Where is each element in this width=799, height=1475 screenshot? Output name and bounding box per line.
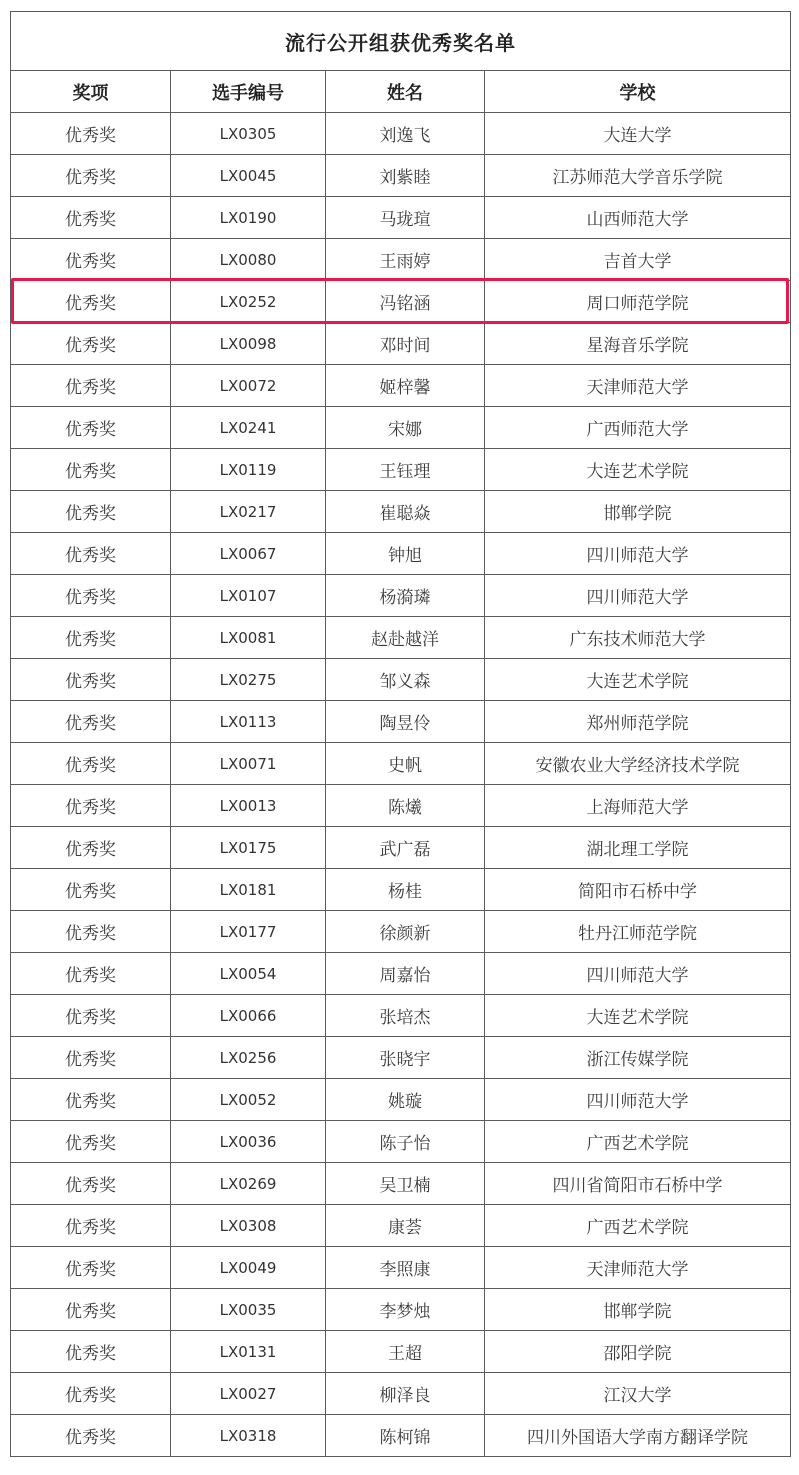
table-row [11, 1205, 791, 1247]
code-cell: LX0175 [171, 827, 326, 869]
award-list-table [10, 11, 791, 1457]
table-row [11, 575, 791, 617]
name-cell: 冯铭涵 [326, 281, 485, 323]
award-cell: 优秀奖 [11, 869, 171, 911]
award-cell: 优秀奖 [11, 995, 171, 1037]
award-cell: 优秀奖 [11, 323, 171, 365]
award-cell: 优秀奖 [11, 1163, 171, 1205]
code-cell: LX0252 [171, 281, 326, 323]
code-cell: LX0052 [171, 1079, 326, 1121]
school-cell: 山西师范大学 [485, 197, 791, 239]
school-cell: 邯郸学院 [485, 1289, 791, 1331]
code-cell: LX0305 [171, 113, 326, 155]
award-cell: 优秀奖 [11, 911, 171, 953]
award-cell: 优秀奖 [11, 785, 171, 827]
name-cell: 邹义森 [326, 659, 485, 701]
school-cell: 大连艺术学院 [485, 659, 791, 701]
table-row [11, 701, 791, 743]
name-cell: 周嘉怡 [326, 953, 485, 995]
column-header-award: 奖项 [11, 71, 171, 113]
table-row [11, 1163, 791, 1205]
table-row [11, 953, 791, 995]
award-cell: 优秀奖 [11, 1415, 171, 1457]
award-cell: 优秀奖 [11, 407, 171, 449]
award-cell: 优秀奖 [11, 1079, 171, 1121]
table-row [11, 743, 791, 785]
award-cell: 优秀奖 [11, 197, 171, 239]
school-cell: 郑州师范学院 [485, 701, 791, 743]
code-cell: LX0181 [171, 869, 326, 911]
table-row [11, 869, 791, 911]
name-cell: 陈爔 [326, 785, 485, 827]
table-body [11, 113, 791, 1457]
table-row [11, 827, 791, 869]
award-cell: 优秀奖 [11, 827, 171, 869]
award-cell: 优秀奖 [11, 1289, 171, 1331]
school-cell: 广西艺术学院 [485, 1121, 791, 1163]
school-cell: 大连大学 [485, 113, 791, 155]
code-cell: LX0098 [171, 323, 326, 365]
code-cell: LX0071 [171, 743, 326, 785]
code-cell: LX0119 [171, 449, 326, 491]
name-cell: 张培杰 [326, 995, 485, 1037]
award-cell: 优秀奖 [11, 1037, 171, 1079]
table-row [11, 1037, 791, 1079]
code-cell: LX0080 [171, 239, 326, 281]
table-row [11, 155, 791, 197]
school-cell: 简阳市石桥中学 [485, 869, 791, 911]
code-cell: LX0066 [171, 995, 326, 1037]
code-cell: LX0045 [171, 155, 326, 197]
school-cell: 四川师范大学 [485, 1079, 791, 1121]
code-cell: LX0256 [171, 1037, 326, 1079]
award-cell: 优秀奖 [11, 617, 171, 659]
school-cell: 吉首大学 [485, 239, 791, 281]
school-cell: 四川师范大学 [485, 533, 791, 575]
school-cell: 浙江传媒学院 [485, 1037, 791, 1079]
name-cell: 杨桂 [326, 869, 485, 911]
school-cell: 星海音乐学院 [485, 323, 791, 365]
table-row [11, 407, 791, 449]
code-cell: LX0308 [171, 1205, 326, 1247]
name-cell: 史帆 [326, 743, 485, 785]
award-cell: 优秀奖 [11, 743, 171, 785]
award-cell: 优秀奖 [11, 1121, 171, 1163]
code-cell: LX0217 [171, 491, 326, 533]
school-cell: 广东技术师范大学 [485, 617, 791, 659]
code-cell: LX0054 [171, 953, 326, 995]
school-cell: 四川省简阳市石桥中学 [485, 1163, 791, 1205]
name-cell: 马珑瑄 [326, 197, 485, 239]
school-cell: 四川师范大学 [485, 575, 791, 617]
table-row [11, 449, 791, 491]
school-cell: 大连艺术学院 [485, 449, 791, 491]
table-row [11, 533, 791, 575]
table-row [11, 1373, 791, 1415]
school-cell: 江汉大学 [485, 1373, 791, 1415]
name-cell: 徐颜新 [326, 911, 485, 953]
name-cell: 吴卫楠 [326, 1163, 485, 1205]
table-row [11, 1079, 791, 1121]
school-cell: 湖北理工学院 [485, 827, 791, 869]
table-row [11, 239, 791, 281]
award-cell: 优秀奖 [11, 449, 171, 491]
code-cell: LX0275 [171, 659, 326, 701]
school-cell: 上海师范大学 [485, 785, 791, 827]
table-row [11, 197, 791, 239]
name-cell: 姬梓馨 [326, 365, 485, 407]
name-cell: 王超 [326, 1331, 485, 1373]
name-cell: 陈子怡 [326, 1121, 485, 1163]
name-cell: 康荟 [326, 1205, 485, 1247]
table-row [11, 491, 791, 533]
code-cell: LX0067 [171, 533, 326, 575]
code-cell: LX0027 [171, 1373, 326, 1415]
code-cell: LX0107 [171, 575, 326, 617]
award-cell: 优秀奖 [11, 1247, 171, 1289]
code-cell: LX0013 [171, 785, 326, 827]
table-title-row [11, 12, 791, 71]
name-cell: 钟旭 [326, 533, 485, 575]
name-cell: 王雨婷 [326, 239, 485, 281]
code-cell: LX0049 [171, 1247, 326, 1289]
table-row [11, 617, 791, 659]
table-row [11, 1415, 791, 1457]
code-cell: LX0241 [171, 407, 326, 449]
award-cell: 优秀奖 [11, 533, 171, 575]
table-header-row [11, 71, 791, 113]
award-cell: 优秀奖 [11, 953, 171, 995]
school-cell: 周口师范学院 [485, 281, 791, 323]
table-row [11, 659, 791, 701]
table-row [11, 911, 791, 953]
name-cell: 邓时间 [326, 323, 485, 365]
name-cell: 刘紫睦 [326, 155, 485, 197]
table-row [11, 785, 791, 827]
table-row [11, 365, 791, 407]
code-cell: LX0190 [171, 197, 326, 239]
code-cell: LX0035 [171, 1289, 326, 1331]
column-header-school: 学校 [485, 71, 791, 113]
award-cell: 优秀奖 [11, 239, 171, 281]
school-cell: 四川师范大学 [485, 953, 791, 995]
table-row [11, 995, 791, 1037]
school-cell: 广西艺术学院 [485, 1205, 791, 1247]
table-row [11, 1289, 791, 1331]
school-cell: 广西师范大学 [485, 407, 791, 449]
name-cell: 李照康 [326, 1247, 485, 1289]
name-cell: 赵赴越洋 [326, 617, 485, 659]
award-cell: 优秀奖 [11, 575, 171, 617]
award-cell: 优秀奖 [11, 1373, 171, 1415]
name-cell: 崔聪焱 [326, 491, 485, 533]
name-cell: 姚璇 [326, 1079, 485, 1121]
column-header-code: 选手编号 [171, 71, 326, 113]
award-cell: 优秀奖 [11, 155, 171, 197]
award-list-table-container [10, 11, 790, 1457]
school-cell: 安徽农业大学经济技术学院 [485, 743, 791, 785]
table-row [11, 323, 791, 365]
name-cell: 王钰理 [326, 449, 485, 491]
name-cell: 杨漪璘 [326, 575, 485, 617]
school-cell: 天津师范大学 [485, 365, 791, 407]
column-header-name: 姓名 [326, 71, 485, 113]
code-cell: LX0113 [171, 701, 326, 743]
school-cell: 四川外国语大学南方翻译学院 [485, 1415, 791, 1457]
award-cell: 优秀奖 [11, 1205, 171, 1247]
school-cell: 天津师范大学 [485, 1247, 791, 1289]
award-cell: 优秀奖 [11, 113, 171, 155]
name-cell: 刘逸飞 [326, 113, 485, 155]
code-cell: LX0269 [171, 1163, 326, 1205]
award-cell: 优秀奖 [11, 365, 171, 407]
table-row [11, 1121, 791, 1163]
award-cell: 优秀奖 [11, 1331, 171, 1373]
code-cell: LX0081 [171, 617, 326, 659]
school-cell: 江苏师范大学音乐学院 [485, 155, 791, 197]
table-row [11, 1331, 791, 1373]
name-cell: 宋娜 [326, 407, 485, 449]
table-row [11, 1247, 791, 1289]
name-cell: 陈柯锦 [326, 1415, 485, 1457]
code-cell: LX0036 [171, 1121, 326, 1163]
table-row [11, 113, 791, 155]
award-cell: 优秀奖 [11, 659, 171, 701]
school-cell: 牡丹江师范学院 [485, 911, 791, 953]
school-cell: 邵阳学院 [485, 1331, 791, 1373]
name-cell: 武广磊 [326, 827, 485, 869]
award-cell: 优秀奖 [11, 281, 171, 323]
code-cell: LX0131 [171, 1331, 326, 1373]
table-row [11, 281, 791, 323]
school-cell: 大连艺术学院 [485, 995, 791, 1037]
name-cell: 张晓宇 [326, 1037, 485, 1079]
name-cell: 柳泽良 [326, 1373, 485, 1415]
table-title: 流行公开组获优秀奖名单 [11, 12, 791, 71]
school-cell: 邯郸学院 [485, 491, 791, 533]
name-cell: 李梦烛 [326, 1289, 485, 1331]
code-cell: LX0177 [171, 911, 326, 953]
code-cell: LX0318 [171, 1415, 326, 1457]
award-cell: 优秀奖 [11, 701, 171, 743]
name-cell: 陶昱伶 [326, 701, 485, 743]
award-cell: 优秀奖 [11, 491, 171, 533]
code-cell: LX0072 [171, 365, 326, 407]
